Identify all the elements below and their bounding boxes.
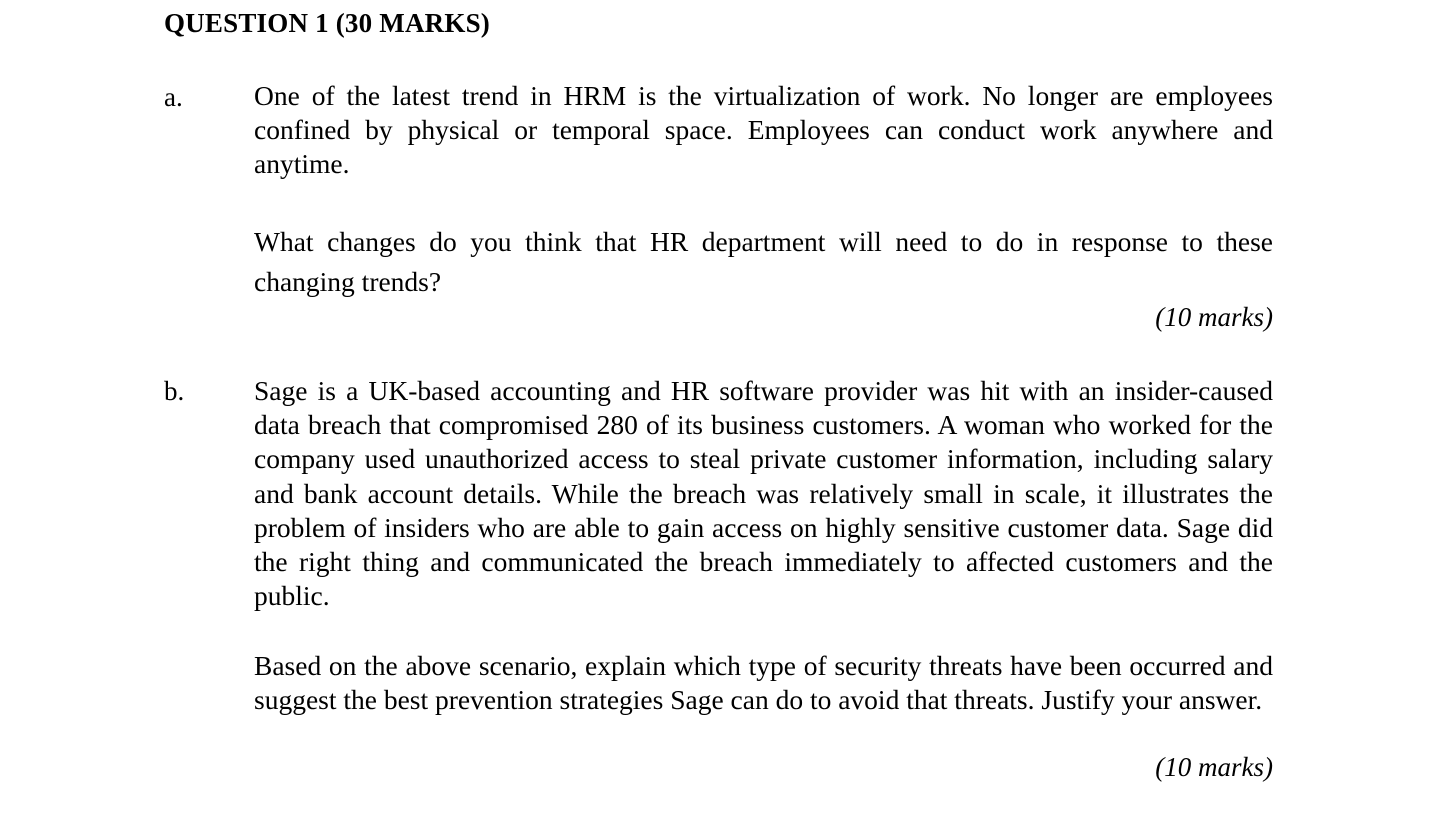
part-b-label: b. [164, 376, 185, 406]
part-a-marks: (10 marks) [1155, 302, 1273, 332]
part-b-paragraph-1: Sage is a UK-based accounting and HR software provider was hit with an insider-caused data breach that compromised 280 of its business customers. A woman who worked for the company used unauthorized access to steal private customer information, including salary and bank account details. While the breach was relatively small in scale, it illustrates the problem of insiders who are able to gain access on highly sensitive customer data. Sage did the right thing and communicated the breach immediately to affected customers and the public. [254, 375, 1273, 612]
part-a-paragraph-2: What changes do you think that HR department will need to do in response to these changing trends? [254, 226, 1273, 297]
question-heading: QUESTION 1 (30 MARKS) [164, 8, 490, 38]
part-b-marks: (10 marks) [1155, 752, 1273, 782]
part-a-paragraph-1: One of the latest trend in HRM is the virtualization of work. No longer are employees confined by physical or temporal space. Employees can conduct work anywhere and anytime. [254, 80, 1273, 180]
part-b-paragraph-2: Based on the above scenario, explain which type of security threats have been occurred and suggest the best prevention strategies Sage can do to avoid that threats. Justify your answer. [254, 650, 1273, 716]
part-a-label: a. [164, 82, 183, 112]
